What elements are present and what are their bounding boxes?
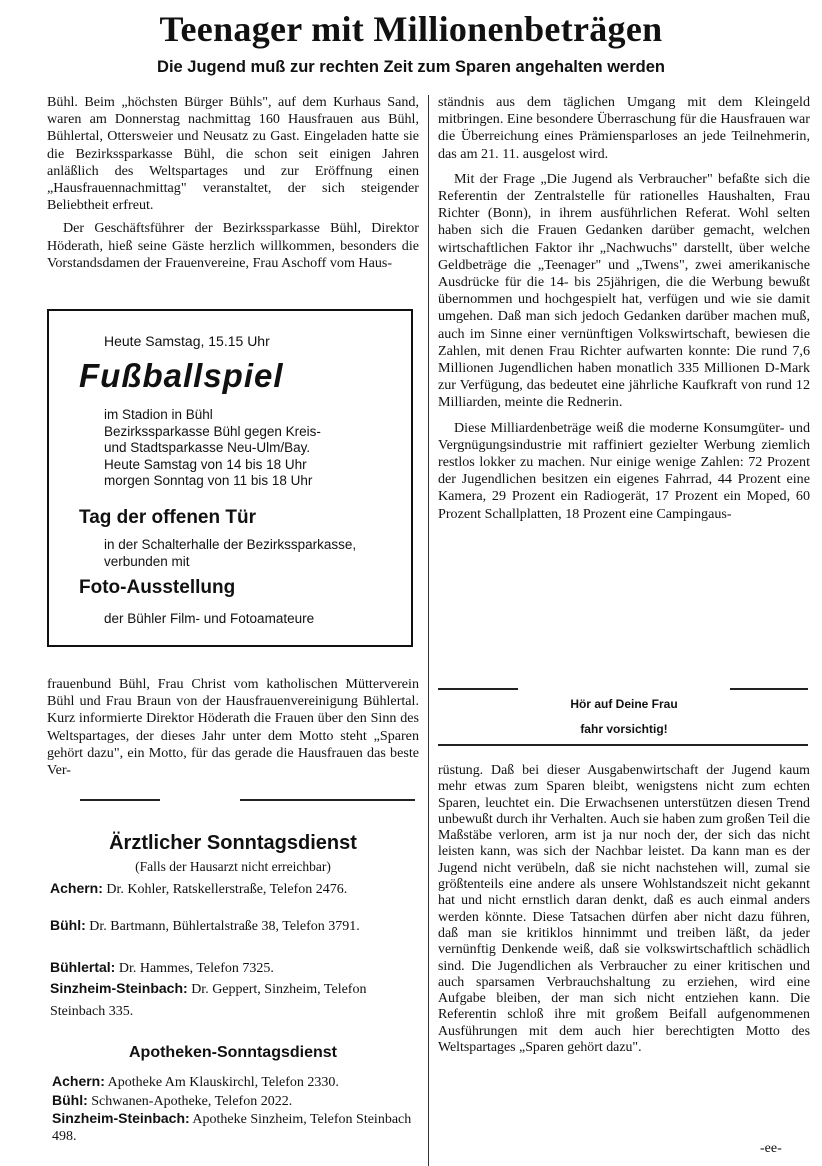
- column-divider: [428, 95, 429, 1166]
- advertisement-box: [47, 309, 413, 647]
- safety-notice-line: fahr vorsichtig!: [580, 722, 668, 736]
- article-paragraph: ständnis aus dem täglichen Umgang mit dem Kleingeld mitbringen. Eine besondere Überraschung für die Hausfrauen war die Überreichung eines Prämiensparloses an jede Teilnehmerin, das am 21. 11. ausgelost wird.: [438, 94, 810, 162]
- article-paragraph: rüstung. Daß bei dieser Ausgabenwirtschaft der Jugend kaum mehr etwas zum Sparen bleibt, wenigstens nicht zum echten Sparen, leuchtet ein. Die Erwachsenen unterstützen diesen Trend unbewußt durch ihr Verhalten. Auch sie haben zum großen Teil die Maßstäbe verloren, arm ist ja nur noch der, der sich das nicht leisten kann, was sich der Nachbar leistet. Da kann man es der Jugend nicht verübeln, daß sie nicht nachstehen will, zumal sie größtenteils eine andere als unsere Wohlstandszeit nicht gekannt hat und nicht ernstlich daran denkt, daß es auch einmal anders werden könnte. Diese Tatsachen dürfen aber nicht dazu führen, daß man sie kritiklos hinnimmt und treiben läßt, da jeder vernünftig Denkende weiß, daß sie volkswirtschaftlich schädlich sind. Die Jugendlichen als Verbraucher zu einer kritischen und auch sparsamen Verbrauchshaltung zu erziehen, wird eine Aufgabe bleiben, der man sich nicht entziehen kann. Die Referentin schloß ihre mit großem Beifall aufgenommenen Ausführungen mit dem auch hier berechtigten Motto des Weltspartages „Sparen gehört dazu".: [438, 763, 810, 1056]
- pharmacy-entry: Achern: Apotheke Am Klauskirchl, Telefon 2330.: [52, 1073, 339, 1090]
- subheadline: Die Jugend muß zur rechten Zeit zum Sparen angehalten werden: [157, 58, 665, 76]
- ad-title: Fußballspiel: [79, 357, 284, 394]
- article-paragraph: Diese Milliardenbeträge weiß die moderne Konsumgüter- und Vergnügungsindustrie mit raffiniert gezielter Werbung ziemlich restlos lokker zu machen. Nur einige wenige Zahlen: 72 Prozent der Jugendlichen besitzen ein eigenes Fahrrad, 44 Prozent eine Kamera, 29 Prozent ein Radiogerät, 17 Prozent ein Moped, 60 Prozent Schallplatten, 18 Prozent eine Campingaus-: [438, 419, 810, 522]
- divider: [240, 799, 415, 801]
- ad-line: und Stadtsparkasse Neu-Ulm/Bay.: [104, 440, 311, 455]
- ad-date: Heute Samstag, 15.15 Uhr: [104, 333, 270, 349]
- divider: [80, 799, 160, 801]
- right-column-bottom: [438, 763, 810, 1056]
- divider: [730, 688, 808, 690]
- article-paragraph: Bühl. Beim „höchsten Bürger Bühls", auf dem Kurhaus Sand, waren am Donnerstag nachmittag 160 Hausfrauen aus Bühl, Bühlertal, Ottersweier und Neusatz zu Gast. Eingeladen hatte sie die Bezirkssparkasse Bühl, die schon seit einigen Jahren anläßlich des Weltspartages und zur Eröffnung einen „Hausfrauennachmittag" veranstaltet, der sich steigender Beliebtheit erfreut.: [47, 94, 419, 214]
- doctor-entry: Bühl: Dr. Bartmann, Bühlertalstraße 38, Telefon 3791.: [50, 917, 360, 934]
- doctor-entry: Achern: Dr. Kohler, Ratskellerstraße, Telefon 2476.: [50, 880, 348, 897]
- left-column-continuation: [47, 676, 419, 779]
- doctor-service-subtitle: (Falls der Hausarzt nicht erreichbar): [135, 859, 331, 874]
- left-column-intro: [47, 94, 419, 272]
- divider: [438, 744, 808, 746]
- doctor-entry: Bühlertal: Dr. Hammes, Telefon 7325.: [50, 959, 274, 976]
- article-paragraph: frauenbund Bühl, Frau Christ vom katholischen Mütterverein Bühl und Frau Braun von der Hausfrauenvereinigung Bühlertal. Kurz informierte Direktor Höderath die Frauen über den Sinn des Weltspartages, der dieses Jahr unter dem Motto steht „Sparen gehört dazu", ein Motto, für das gerade die Hausfrauen das beste Ver-: [47, 676, 419, 779]
- doctor-service-title: Ärztlicher Sonntagsdienst: [109, 832, 357, 854]
- divider: [438, 688, 518, 690]
- ad-line: morgen Sonntag von 11 bis 18 Uhr: [104, 473, 313, 488]
- ad-heading-open-day: Tag der offenen Tür: [79, 507, 256, 528]
- right-column-top: [438, 94, 810, 523]
- ad-line: Bezirkssparkasse Bühl gegen Kreis-: [104, 423, 321, 439]
- ad-line: Heute Samstag von 14 bis 18 Uhr: [104, 456, 307, 472]
- pharmacy-service-title: Apotheken-Sonntagsdienst: [128, 1044, 337, 1061]
- ad-open-day-text: in der Schalterhalle der Bezirkssparkasse, verbunden mit: [104, 537, 357, 569]
- article-paragraph: Mit der Frage „Die Jugend als Verbraucher" befaßte sich die Referentin der Zentralstelle für rationelles Haushalten, Frau Richter (Bonn), in ihrem ausführlichen Referat. Wohl selten haben sich die Frauen Gedanken darüber gemacht, welchen wirtschaftlichen Faktor ihr „Nachwuchs" darstellt, über welche Geldbeträge die „Teenager" und „Twens", zwei amerikanische Ausdrücke für die 14- bis 25jährigen, die die Werbung bewußt übernommen und hochgespielt hat, verfügen und wie sie damit umgehen. Daß man sich jedoch Gedanken darüber machen muß, auch im Sinne einer vernünftigen Volkswirtschaft, bewiesen die Zahlen, mit denen Frau Richter aufwarten konnte: Die rund 7,6 Millionen Jugendlichen haben monatlich 335 Millionen D-Mark zur Verfügung, das bedeutet eine jährliche Kaufkraft von rund 12 Milliarden, meinte die Rednerin.: [438, 170, 810, 411]
- pharmacy-entry: Sinzheim-Steinbach: Apotheke Sinzheim, Telefon Steinbach 498.: [52, 1110, 412, 1144]
- ad-heading-photo-exhibition: Foto-Ausstellung: [79, 577, 236, 598]
- doctor-entry: Sinzheim-Steinbach: Dr. Geppert, Sinzheim, Telefon Steinbach 335.: [50, 980, 367, 1019]
- ad-photo-exhibition-text: der Bühler Film- und Fotoamateure: [104, 611, 315, 626]
- headline: Teenager mit Millionenbeträgen: [159, 9, 663, 49]
- author-signature: -ee-: [760, 1141, 782, 1156]
- ad-details: [104, 407, 321, 490]
- pharmacy-entry: Bühl: Schwanen-Apotheke, Telefon 2022.: [52, 1092, 293, 1109]
- ad-line: im Stadion in Bühl: [104, 407, 213, 422]
- article-paragraph: Der Geschäftsführer der Bezirkssparkasse Bühl, Direktor Höderath, hieß seine Gäste herzlich willkommen, besonders die Vorstandsdamen der Frauenvereine, Frau Aschoff vom Haus-: [47, 220, 419, 271]
- safety-notice-line: Hör auf Deine Frau: [570, 697, 678, 711]
